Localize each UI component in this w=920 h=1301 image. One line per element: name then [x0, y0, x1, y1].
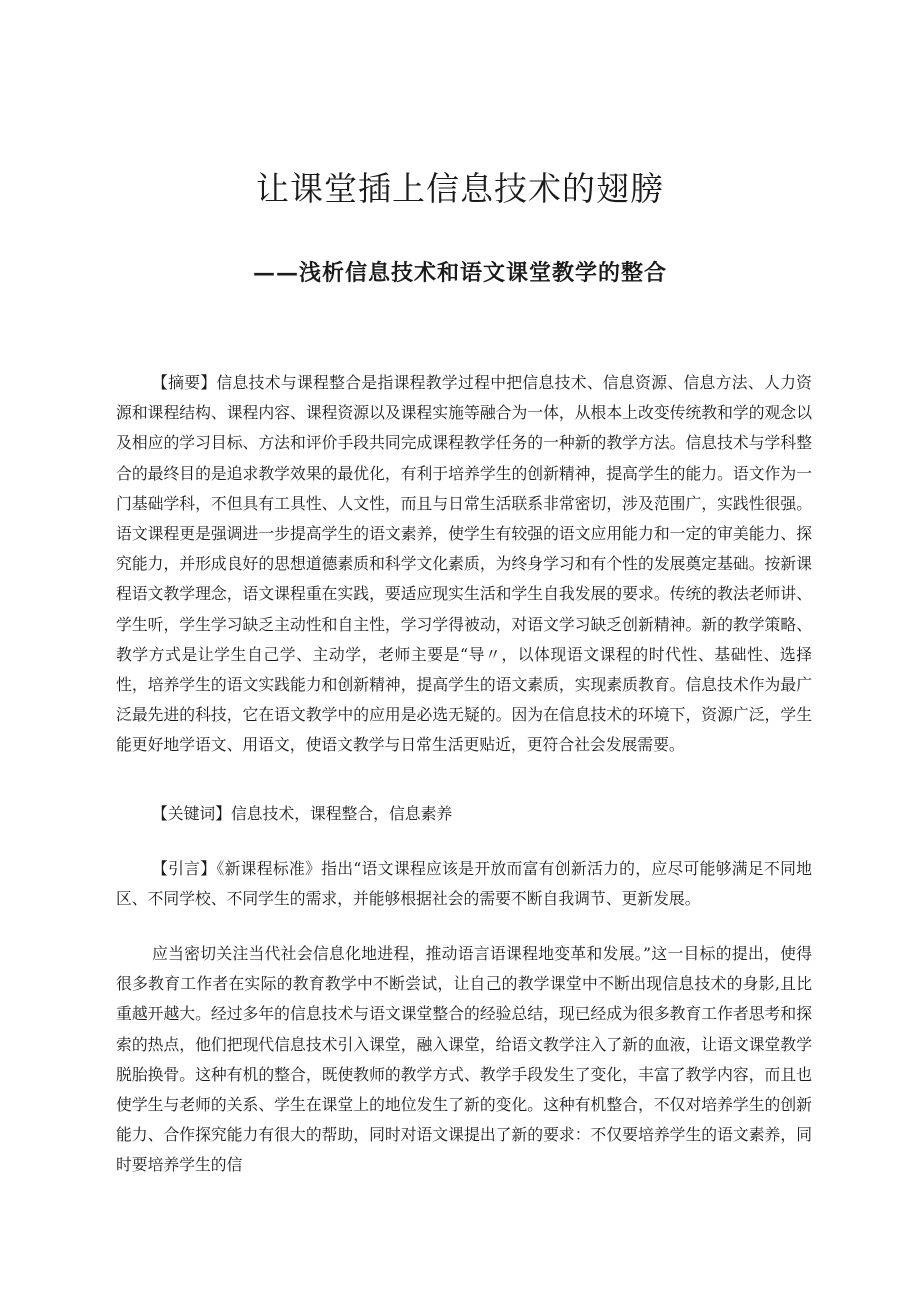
body-paragraph: 应当密切关注当代社会信息化地进程，推动语言语课程地变革和发展。”这一目标的提出，使得很多教育工作者在实际的教育教学中不断尝试，让自己的教学课堂中不断出现信息技术的身影,且比重越开越大。经过多年的信息技术与语文课堂整合的经验总结，现已经成为很多教育工作者思考和探索的热点，他们把现代信息技术引入课堂，融入课堂，给语文教学注入了新的血液，让语文课堂教学脱胎换骨。这种有机的整合，既使教师的教学方式、教学手段发生了变化，丰富了教学内容，而且也使学生与老师的关系、学生在课堂上的地位发生了新的变化。这种有机整合，不仅对培养学生的创新能力、合作探究能力有很大的帮助，同时对语文课提出了新的要求：不仅要培养学生的语文素养，同时要培养学生的信 — [116, 944, 812, 1175]
intro-paragraph — [116, 854, 812, 914]
document-title: 让课堂插上信息技术的翅膀 — [256, 169, 664, 208]
keywords-paragraph — [116, 799, 812, 829]
abstract-paragraph — [116, 368, 812, 761]
document-subtitle: ——浅析信息技术和语文课堂教学的整合 — [252, 260, 667, 286]
abstract-label: 【摘要】 — [152, 373, 217, 392]
keywords-label: 【关键词】 — [152, 804, 231, 823]
keywords-text: 信息技术，课程整合，信息素养 — [231, 804, 453, 823]
intro-text: 《新课程标准》指出“语文课程应该是开放而富有创新活力的，应尽可能够满足不同地区、不同学校、不同学生的需求，并能够根据社会的需要不断自我调节、更新发展。 — [116, 859, 812, 909]
abstract-text: 信息技术与课程整合是指课程教学过程中把信息技术、信息资源、信息方法、人力资源和课程结构、课程内容、课程资源以及课程实施等融合为一体，从根本上改变传统教和学的观念以及相应的学习目标、方法和评价手段共同完成课程教学任务的一种新的教学方法。信息技术与学科整合的最终目的是追求教学效果的最优化，有利于培养学生的创新精神，提高学生的能力。语文作为一门基础学科，不但具有工具性、人文性，而且与日常生活联系非常密切，涉及范围广，实践性很强。语文课程更是强调进一步提高学生的语文素养，使学生有较强的语文应用能力和一定的审美能力、探究能力，并形成良好的思想道德素质和科学文化素质，为终身学习和有个性的发展奠定基础。按新课程语文教学理念，语文课程重在实践，要适应现实生活和学生自我发展的要求。传统的教法老师讲、学生听，学生学习缺乏主动性和自主性，学习学得被动，对语文学习缺乏创新精神。新的教学策略、教学方式是让学生自己学、主动学，老师主要是“导〃，以体现语文课程的时代性、基础性、选择性，培养学生的语文实践能力和创新精神，提高学生的语文素质，实现素质教育。信息技术作为最广泛最先进的科技，它在语文教学中的应用是必选无疑的。因为在信息技术的环境下，资源广泛，学生能更好地学语文、用语文，使语文教学与日常生活更贴近，更符合社会发展需要。 — [116, 373, 812, 755]
intro-label: 【引言】 — [152, 859, 217, 878]
